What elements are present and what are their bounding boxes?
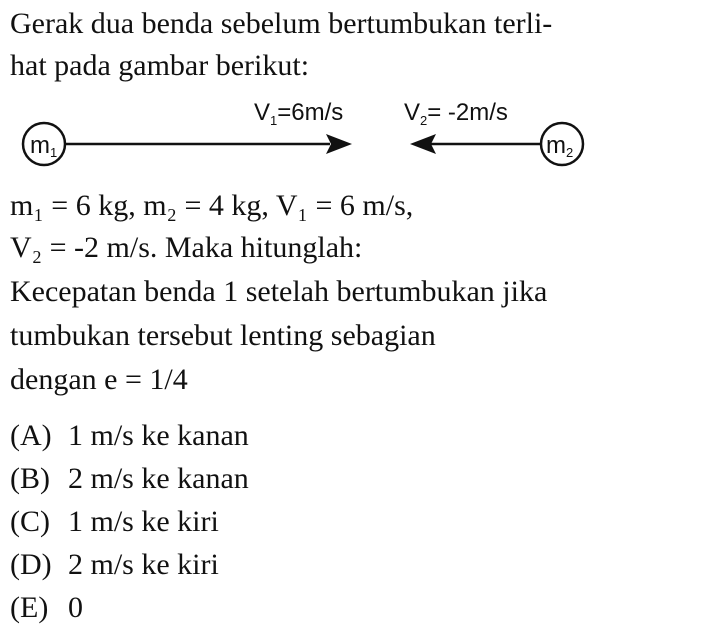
velocity-2-label: $V_2= -2m/s$ [404, 99, 508, 128]
option-letter: (C) [10, 505, 50, 538]
option-text: 2 m/s ke kanan [68, 462, 249, 495]
body-1 [23, 123, 65, 165]
velocity-2-subscript: 2 [420, 113, 428, 128]
task-line-2: tumbukan tersebut lenting sebagian [10, 319, 436, 352]
body-2 [541, 123, 583, 165]
task-line-1: Kecepatan benda 1 setelah bertumbukan jika [10, 275, 548, 308]
answer-option-d[interactable] [10, 547, 219, 583]
option-letter: (A) [10, 419, 52, 452]
given-values-line-2: V₂ = -2 m/s. Maka hitunglah: [10, 231, 363, 264]
task-line-3: dengan e = 1/4 [10, 363, 188, 396]
body-2-label: m2 [546, 132, 574, 160]
velocity-1-label: $V_1=6m/s$ [254, 99, 344, 128]
option-text: 1 m/s ke kiri [68, 505, 219, 538]
body-1-subscript: 1 [50, 145, 58, 160]
option-letter: (E) [10, 591, 49, 624]
body-1-label: m1 [30, 132, 58, 160]
question-intro-line-2: hat pada gambar berikut: [10, 49, 310, 82]
velocity-2-arrow [410, 134, 540, 154]
answer-option-a[interactable] [10, 418, 249, 454]
collision-figure [0, 88, 709, 168]
body-2-subscript: 2 [566, 145, 574, 160]
answer-option-b[interactable] [10, 461, 249, 497]
answer-option-e[interactable] [10, 590, 83, 626]
option-text: 1 m/s ke kanan [68, 419, 249, 452]
velocity-1-subscript: 1 [270, 113, 278, 128]
option-text: 0 [68, 591, 83, 624]
velocity-1-arrow [66, 134, 352, 154]
given-values-line-1: m₁ = 6 kg, m₂ = 4 kg, V₁ = 6 m/s, [10, 189, 414, 222]
option-letter: (D) [10, 548, 52, 581]
answer-option-c[interactable] [10, 504, 219, 540]
option-letter: (B) [10, 462, 50, 495]
option-text: 2 m/s ke kiri [68, 548, 219, 581]
question-intro-line-1: Gerak dua benda sebelum bertumbukan terli- [10, 7, 553, 40]
